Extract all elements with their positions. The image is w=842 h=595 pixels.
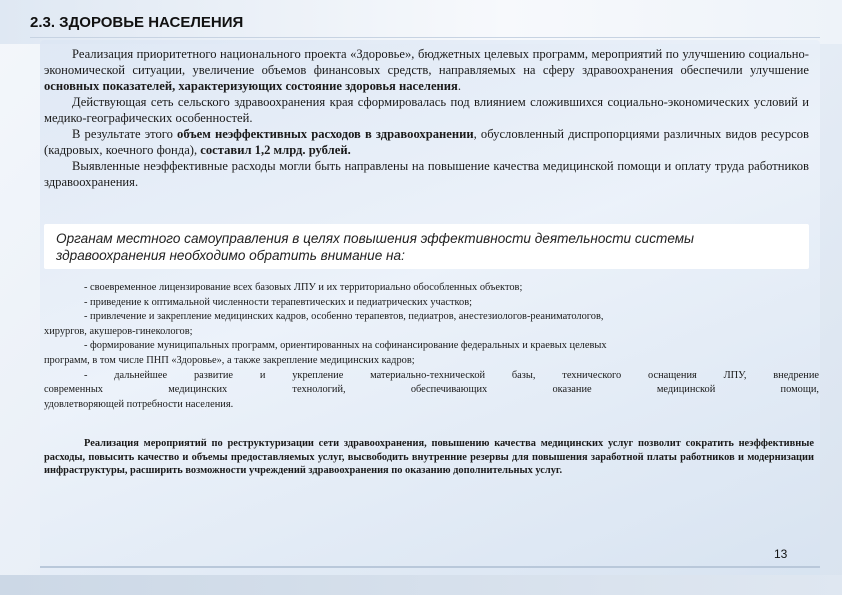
list-item-continuation: современных медицинских технологий, обеспечивающих оказание медицинской помощи, <box>44 384 819 396</box>
list-item: - привлечение и закрепление медицинских кадров, особенно терапевтов, педиатров, анестезиологов-реаниматологов, <box>84 311 604 323</box>
page-number: 13 <box>774 547 788 561</box>
callout-text: Органам местного самоуправления в целях повышения эффективности деятельности системы здравоохранения необходимо обратить внимание на: <box>56 231 695 263</box>
list-item-continuation: хирургов, акушеров-гинекологов; <box>44 325 193 337</box>
footer-divider <box>40 566 820 568</box>
list-item: - формирование муниципальных программ, ориентированных на софинансирование федеральных и краевых целевых <box>84 340 607 352</box>
intro-p1-highlight: основных показателей, характеризующих состояние здоровья населения <box>44 79 458 93</box>
intro-p3-text-a: В результате этого <box>72 127 178 141</box>
list-item: - приведение к оптимальной численности терапевтических и педиатрических участков; <box>84 296 473 308</box>
list-item: - своевременное лицензирование всех базовых ЛПУ и их территориально обособленных объектов; <box>84 282 523 293</box>
intro-paragraph-4: Выявленные неэффективные расходы могли быть направлены на повышение качества медицинской помощи и оплату труда работников здравоохранения. <box>44 159 809 189</box>
intro-p1-end: . <box>457 79 462 93</box>
recommendations-list <box>44 281 819 412</box>
conclusion-paragraph: Реализация мероприятий по реструктуризации сети здравоохранения, повышению качества медицинских услуг позволит сократить неэффективные расходы, повысить качество и объемы предоставляемых услуг, высвободить внутренние резервы для повышения заработной платы работников и модернизации инфраструктуры, расширить возможности учреждений здравоохранения по оказанию дополнительных услуг. <box>44 438 814 477</box>
intro-p3-highlight-2: составил 1,2 млрд. рублей. <box>200 143 351 157</box>
conclusion-section <box>44 437 814 478</box>
list-item: - дальнейшее развитие и укрепление материально-технической базы, технического оснащения ЛПУ, внедрение <box>84 369 819 381</box>
footer-band <box>0 575 842 595</box>
intro-p3-highlight-1: объем неэффективных расходов в здравоохранении <box>177 127 474 141</box>
intro-paragraph-1 <box>44 46 809 94</box>
intro-paragraph-2: Действующая сеть сельского здравоохранения края сформировалась под влиянием сложившихся социально-экономических условий и медико-географических особенностей. <box>44 95 809 125</box>
intro-section <box>44 46 809 190</box>
list-item-continuation: удовлетворяющей потребности населения. <box>44 398 234 410</box>
list-item-continuation: программ, в том числе ПНП «Здоровье», а также закрепление медицинских кадров; <box>44 354 415 366</box>
header-divider <box>30 37 820 38</box>
callout-box <box>44 224 809 269</box>
intro-p3-text-b: , обусловленный диспропорциями различных видов ресурсов (кадровых, коечного фонда), <box>44 127 809 157</box>
intro-p1-text: Реализация приоритетного национального проекта «Здоровье», бюджетных целевых программ, мероприятий по улучшению социально-экономической ситуации, увеличение объемов финансовых средств, направляемых на сферу здравоохранения обеспечили улучшение <box>44 47 809 77</box>
intro-paragraph-3 <box>44 126 809 158</box>
page-title: 2.3. ЗДОРОВЬЕ НАСЕЛЕНИЯ <box>30 14 244 31</box>
